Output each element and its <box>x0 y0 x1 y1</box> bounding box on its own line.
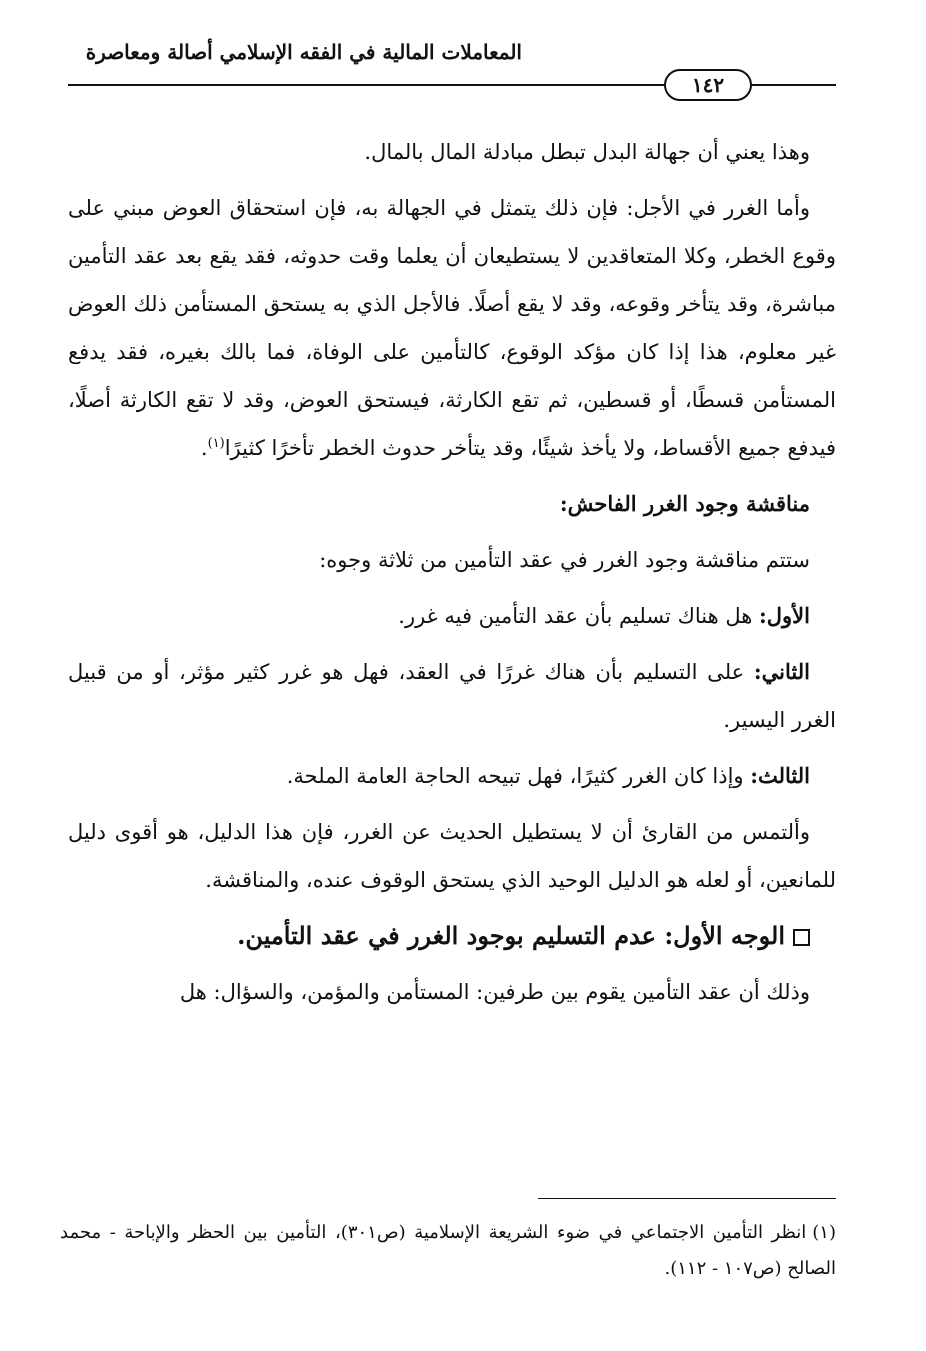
point-second-label: الثاني: <box>753 659 810 684</box>
footnote-1 <box>60 1215 836 1287</box>
section-heading-text: الوجه الأول: عدم التسليم بوجود الغرر في عقد التأمين. <box>237 921 785 950</box>
paragraph-2-text: وأما الغرر في الأجل: فإن ذلك يتمثل في الجهالة به، فإن استحقاق العوض مبني على وقوع الخطر، وكلا المتعاقدين لا يستطيعان أن يعلما وقت حدوثه، فقد يقع بعد عقد التأمين مباشرة، وقد يتأخر وقوعه، وقد لا يقع أصلًا. فالأجل الذي به يستحق المستأمن ذلك العوض غير معلوم، هذا إذا كان مؤكد الوقوع، كالتأمين على الوفاة، فما بالك بغيره، فقد يدفع المستأمن قسطًا، أو قسطين، ثم تقع الكارثة، فيستحق العوض، وقد لا تقع الكارثة أصلًا، فيدفع جميع الأقساط، ولا يأخذ شيئًا، وقد يتأخر حدوث الخطر تأخرًا كثيرًا <box>68 196 836 460</box>
point-second <box>68 648 836 744</box>
footnote-1-text: انظر التأمين الاجتماعي في ضوء الشريعة الإسلامية (ص٣٠١)، التأمين بين الحظر والإباحة - محمد الصالح (ص١٠٧ - ١١٢). <box>60 1222 836 1279</box>
paragraph-2 <box>68 184 836 472</box>
paragraph-3: ستتم مناقشة وجود الغرر في عقد التأمين من ثلاثة وجوه: <box>319 548 810 572</box>
page-number: ١٤٢ <box>664 69 752 101</box>
subheading-discussion: مناقشة وجود الغرر الفاحش: <box>559 491 810 516</box>
point-second-text: على التسليم بأن هناك غررًا في العقد، فهل هو غرر كثير مؤثر، أو من قبيل الغرر اليسير. <box>68 660 836 732</box>
point-first <box>68 592 836 640</box>
point-third <box>68 752 836 800</box>
paragraph-5: وذلك أن عقد التأمين يقوم بين طرفين: المستأمن والمؤمن، والسؤال: هل <box>179 980 810 1004</box>
paragraph-4: وألتمس من القارئ أن لا يستطيل الحديث عن الغرر، فإن هذا الدليل، هو أقوى دليل للمانعين، أو لعله هو الدليل الوحيد الذي يستحق الوقوف عنده، والمناقشة. <box>68 820 836 892</box>
footnote-separator <box>538 1198 836 1199</box>
square-outline-icon <box>793 929 810 946</box>
running-header-title: المعاملات المالية في الفقه الإسلامي أصالة ومعاصرة <box>85 40 522 64</box>
paragraph-1: وهذا يعني أن جهالة البدل تبطل مبادلة المال بالمال. <box>364 140 810 164</box>
footnote-1-marker: (١) <box>812 1222 836 1243</box>
point-first-label: الأول: <box>759 603 810 628</box>
point-third-text: وإذا كان الغرر كثيرًا، فهل تبيحه الحاجة العامة الملحة. <box>286 764 751 788</box>
point-third-label: الثالث: <box>750 763 810 788</box>
section-heading <box>68 912 836 960</box>
body-text <box>68 128 836 1024</box>
point-first-text: هل هناك تسليم بأن عقد التأمين فيه غرر. <box>398 604 760 628</box>
footnote-reference-1[interactable]: (١) <box>207 436 225 451</box>
footnotes <box>60 1215 836 1287</box>
paragraph-2-end: . <box>200 436 208 460</box>
